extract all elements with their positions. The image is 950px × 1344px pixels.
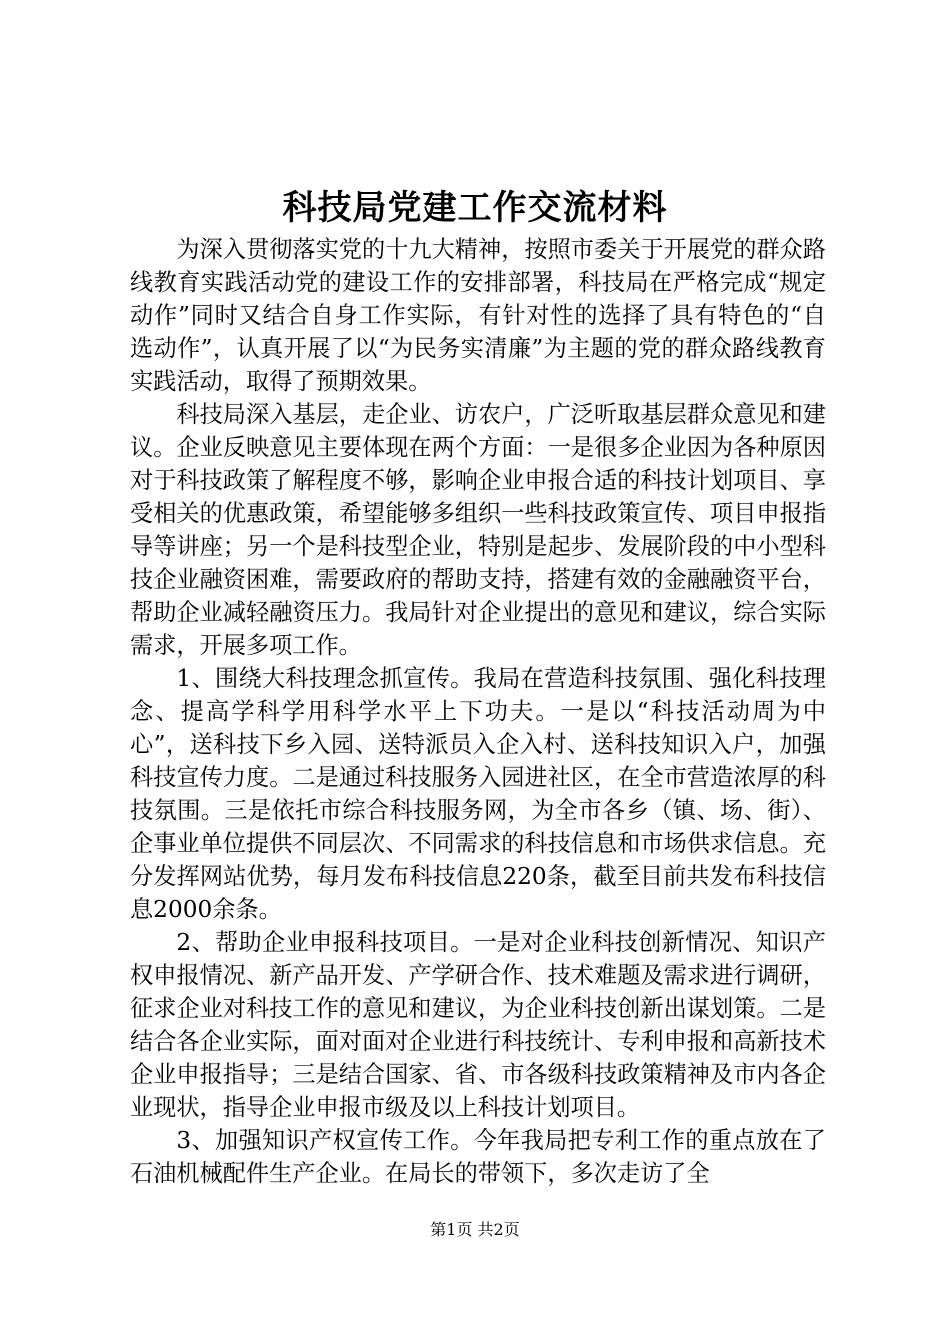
paragraph-item-3: 3、加强知识产权宣传工作。今年我局把专利工作的重点放在了石油机械配件生产企业。在局长的带领下，多次走访了全 <box>130 1127 826 1187</box>
paragraph-feedback: 科技局深入基层，走企业、访农户，广泛听取基层群众意见和建议。企业反映意见主要体现在两个方面：一是很多企业因为各种原因对于科技政策了解程度不够，影响企业申报合适的科技计划项目、享受相关的优惠政策，希望能够多组织一些科技政策宣传、项目申报指导等讲座；另一个是科技型企业，特别是起步、发展阶段的中小型科技企业融资困难，需要政府的帮助支持，搭建有效的金融融资平台，帮助企业减轻融资压力。我局针对企业提出的意见和建议，综合实际需求，开展多项工作。 <box>130 401 826 659</box>
paragraph-intro: 为深入贯彻落实党的十九大精神，按照市委关于开展党的群众路线教育实践活动党的建设工作的安排部署，科技局在严格完成“规定动作”同时又结合自身工作实际，有针对性的选择了具有特色的“自选动作”，认真开展了以“为民务实清廉”为主题的党的群众路线教育实践活动，取得了预期效果。 <box>130 236 826 395</box>
paragraph-item-1: 1、围绕大科技理念抓宣传。我局在营造科技氛围、强化科技理念、提高学科学用科学水平上下功夫。一是以“科技活动周为中心”，送科技下乡入园、送特派员入企入村、送科技知识入户，加强科技宣传力度。二是通过科技服务入园进社区，在全市营造浓厚的科技氛围。三是依托市综合科技服务网，为全市各乡（镇、场、街）、企事业单位提供不同层次、不同需求的科技信息和市场供求信息。充分发挥网站优势，每月发布科技信息220条，截至目前共发布科技信息2000余条。 <box>130 665 826 923</box>
paragraph-item-2: 2、帮助企业申报科技项目。一是对企业科技创新情况、知识产权申报情况、新产品开发、产学研合作、技术难题及需求进行调研，征求企业对科技工作的意见和建议，为企业科技创新出谋划策。二是结合各企业实际，面对面对企业进行科技统计、专利申报和高新技术企业申报指导；三是结合国家、省、市各级科技政策精神及市内各企业现状，指导企业申报市级及以上科技计划项目。 <box>130 929 826 1121</box>
page-footer: 第1页 共2页 <box>430 1220 520 1239</box>
document-title: 科技局党建工作交流材料 <box>282 188 668 228</box>
document-body <box>130 233 826 1190</box>
